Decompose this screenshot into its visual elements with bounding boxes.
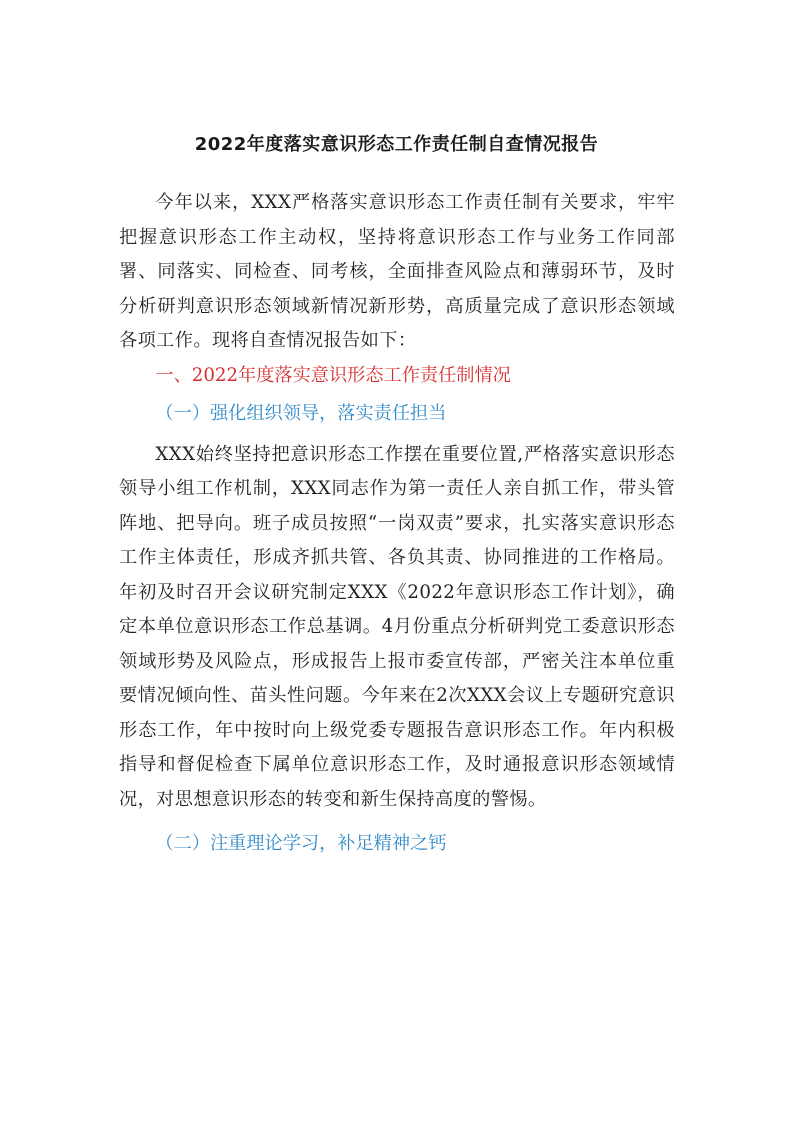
subsection-1-paragraph: XXX始终坚持把意识形态工作摆在重要位置,严格落实意识形态领导小组工作机制，XXX同志作为第一责任人亲自抓工作，带头管阵地、把导向。班子成员按照“一岗双责”要求，扎实落实意识形态工作主体责任，形成齐抓共管、各负其责、协同推进的工作格局。年初及时召开会议研究制定XXX《2022年意识形态工作计划》，确定本单位意识形态工作总基调。4月份重点分析研判党工委意识形态领域形势及风险点，形成报告上报市委宣传部，严密关注本单位重要情况倾向性、苗头性问题。今年来在2次XXX会议上专题研究意识形态工作，年中按时向上级党委专题报告意识形态工作。年内积极指导和督促检查下属单位意识形态工作，及时通报意识形态领域情况，对思想意识形态的转变和新生保持高度的警惕。 [119,443,675,810]
subsection-heading-1: （一）强化组织领导，落实责任担当 [155,403,447,424]
spacer [119,817,675,823]
document-body [119,186,675,862]
intro-paragraph: 今年以来，XXX严格落实意识形态工作责任制有关要求，牢牢把握意识形态工作主动权，坚持将意识形态工作与业务工作同部署、同落实、同检查、同考核，全面排查风险点和薄弱环节，及时分析研判意识形态领域新情况新形势，高质量完成了意识形态领域各项工作。现将自查情况报告如下： [119,192,675,351]
subsection-heading-2: （二）注重理论学习，补足精神之钙 [155,833,447,854]
section-heading-1: 一、2022年度落实意识形态工作责任制情况 [155,364,511,386]
document-title: 2022年度落实意识形态工作责任制自查情况报告 [194,134,599,155]
